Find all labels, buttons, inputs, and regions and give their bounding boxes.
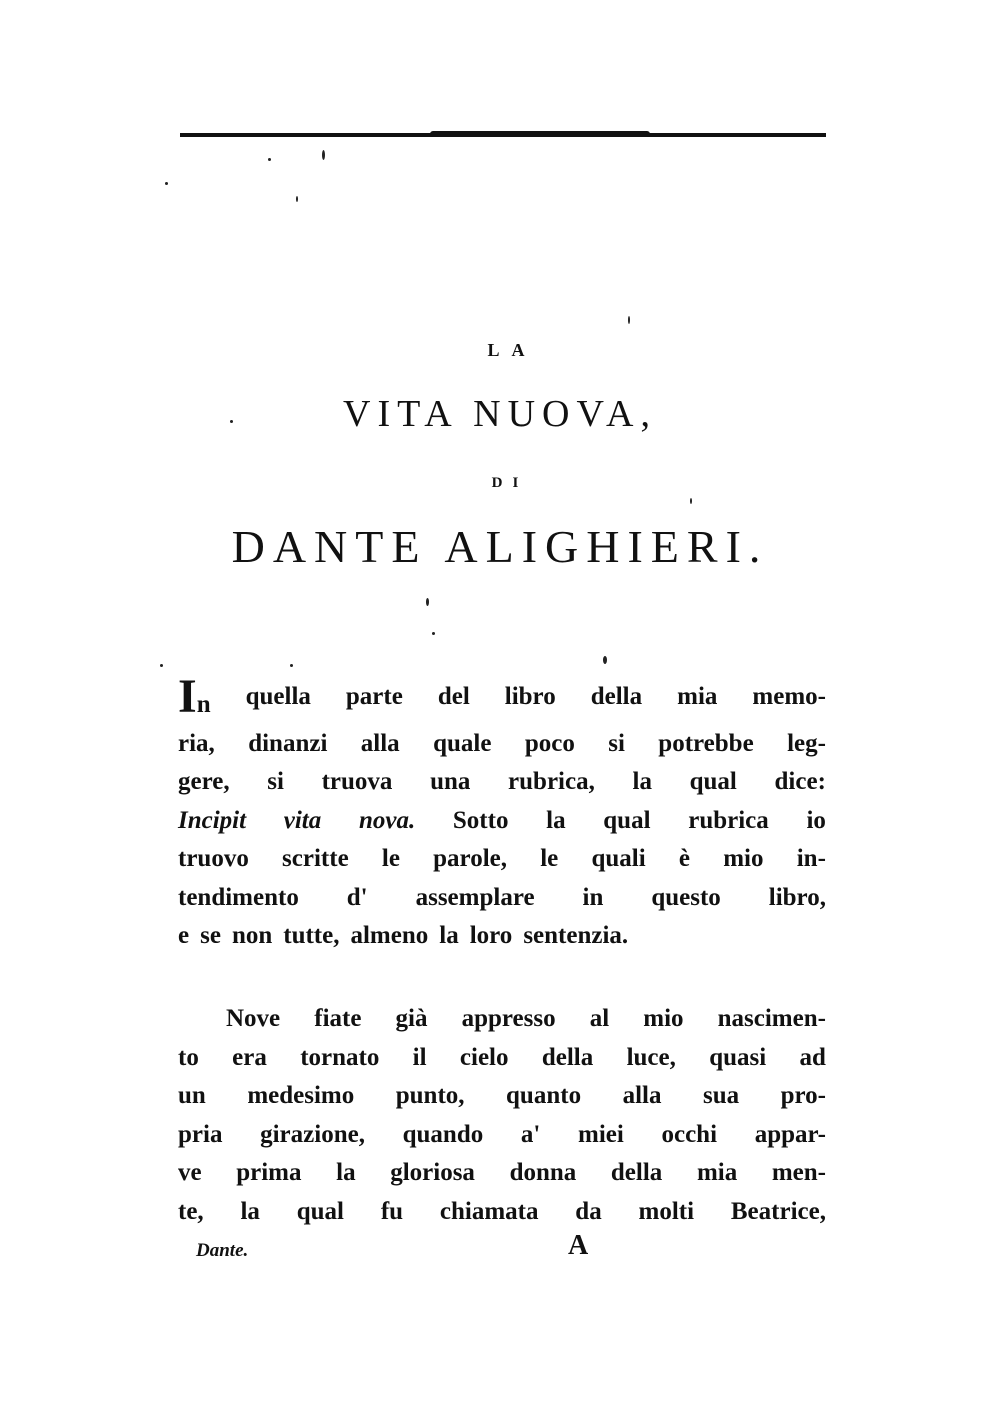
word: quale (433, 729, 492, 757)
ink-speck (628, 316, 630, 324)
word: prima (236, 1159, 302, 1186)
word: occhi (661, 1120, 718, 1148)
word: nascimen- (717, 1005, 826, 1032)
word: dice: (774, 768, 826, 795)
word: la (240, 1197, 260, 1225)
word: libro (504, 683, 556, 710)
word: sentenzia. (523, 922, 629, 949)
word: te, (178, 1197, 204, 1225)
word: della (610, 1159, 663, 1186)
word: cielo (459, 1043, 509, 1071)
word: gloriosa (390, 1159, 475, 1186)
title-author: DANTE ALIGHIERI. (231, 521, 769, 572)
ink-speck (296, 196, 298, 202)
word: sua (702, 1082, 740, 1109)
word: quella (245, 683, 311, 710)
word: si (608, 729, 625, 757)
ink-speck (603, 656, 607, 664)
word: la (439, 922, 459, 949)
word: Sotto (452, 806, 509, 834)
text-line (178, 1154, 826, 1193)
word: tornato (300, 1043, 380, 1071)
word: in (582, 883, 604, 911)
word: parole, (433, 845, 507, 872)
word: pro- (780, 1082, 826, 1109)
ink-speck (290, 664, 293, 667)
word: ad (799, 1043, 826, 1071)
word: della (590, 683, 643, 710)
text-line (178, 670, 826, 725)
word: le (381, 845, 400, 872)
word: pria (178, 1120, 223, 1148)
word: già (395, 1005, 428, 1032)
word: Beatrice, (730, 1197, 826, 1225)
text-line (178, 1077, 826, 1116)
signature-mark-letter: A (568, 1230, 589, 1261)
word: alla (622, 1082, 662, 1109)
word: memo- (752, 683, 826, 710)
word: era (232, 1043, 267, 1071)
word: io (806, 806, 826, 834)
word: la (632, 768, 652, 795)
text-line (178, 1039, 826, 1078)
word: loro (469, 922, 513, 949)
word: libro, (768, 883, 826, 911)
ink-speck (160, 664, 163, 667)
word: si (267, 768, 284, 795)
word: fu (380, 1197, 404, 1225)
word: una (430, 768, 471, 795)
paragraph-2 (178, 1000, 826, 1231)
word: a' (520, 1120, 541, 1148)
word: tutte, (283, 922, 340, 949)
word: se (200, 922, 221, 949)
word: girazione, (260, 1120, 365, 1148)
word: n (196, 691, 211, 718)
word: alla (360, 729, 400, 757)
word: medesimo (247, 1082, 355, 1109)
first-word (178, 670, 211, 725)
title-main: VITA NUOVA, (343, 393, 657, 435)
word: mia (677, 683, 718, 710)
ink-speck (322, 150, 325, 160)
word: truovo (178, 845, 249, 872)
word: in- (796, 845, 826, 872)
word: ve (178, 1159, 202, 1186)
word: quasi (709, 1043, 767, 1071)
word: miei (578, 1120, 624, 1148)
text-line (178, 763, 826, 802)
drop-cap: I (178, 670, 197, 723)
word: qual (603, 806, 651, 834)
word: chiamata (439, 1197, 539, 1225)
word: la (336, 1159, 356, 1186)
word: assemplare (415, 883, 535, 911)
word: d' (346, 883, 368, 911)
word: ria, (178, 729, 215, 757)
word: quando (402, 1120, 484, 1148)
paragraph-1 (178, 670, 826, 956)
word: tendimento (178, 883, 299, 911)
word: al (589, 1005, 610, 1032)
text-line (178, 1193, 826, 1232)
text-line (178, 917, 826, 956)
text-line (178, 1116, 826, 1155)
ink-speck (426, 598, 429, 606)
word: della (541, 1043, 594, 1071)
title-preposition: DI (491, 475, 529, 491)
word: il (412, 1043, 427, 1071)
ink-speck (432, 632, 435, 635)
title-article: LA (487, 340, 537, 360)
italic-word: vita (283, 806, 322, 834)
word: donna (509, 1159, 577, 1186)
word: appresso (461, 1005, 556, 1032)
word: almeno (350, 922, 429, 949)
word: e (178, 922, 190, 949)
word: del (437, 683, 470, 710)
word: le (540, 845, 559, 872)
word: quali (591, 845, 646, 872)
word: da (575, 1197, 602, 1225)
word: dinanzi (248, 729, 328, 757)
word: punto, (395, 1082, 465, 1109)
italic-word: nova. (358, 806, 416, 834)
word: men- (771, 1159, 826, 1186)
word: rubrica, (508, 768, 595, 795)
word: quanto (506, 1082, 582, 1109)
word: un (178, 1082, 206, 1109)
word: leg- (787, 729, 826, 757)
word: molti (638, 1197, 695, 1225)
word: qual (296, 1197, 345, 1225)
word: truova (321, 768, 393, 795)
word: mio (643, 1005, 684, 1032)
word: Nove (226, 1005, 281, 1032)
word: luce, (626, 1043, 676, 1071)
word: potrebbe (658, 729, 754, 757)
word: qual (689, 768, 737, 795)
word: appar- (754, 1120, 826, 1148)
word: è (678, 845, 691, 872)
ink-speck (165, 182, 168, 185)
word: to (178, 1043, 199, 1071)
word: gere, (178, 768, 230, 795)
word: rubrica (688, 806, 769, 834)
text-line (178, 725, 826, 764)
ink-speck (690, 498, 692, 504)
word: fiate (314, 1005, 362, 1032)
word: mio (723, 845, 764, 872)
word: questo (651, 883, 721, 911)
word: non (231, 922, 273, 949)
ink-speck (268, 158, 271, 161)
word: scritte (282, 845, 349, 872)
signature-mark-name: Dante. (196, 1240, 249, 1261)
top-rule-thick (430, 131, 650, 137)
text-line (178, 1000, 826, 1039)
text-line (178, 879, 826, 918)
word: poco (524, 729, 575, 757)
text-line (178, 802, 826, 841)
word: parte (345, 683, 403, 710)
word: la (546, 806, 566, 834)
text-line (178, 840, 826, 879)
word: mia (696, 1159, 738, 1186)
italic-word: Incipit (178, 806, 247, 834)
